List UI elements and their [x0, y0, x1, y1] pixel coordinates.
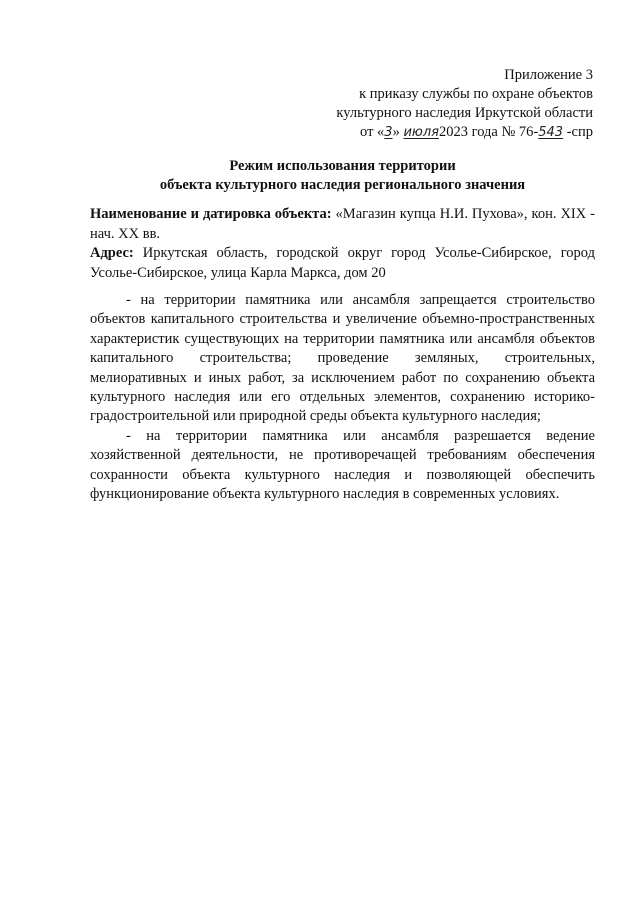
- handwritten-order-number: 543: [538, 125, 564, 140]
- document-title: [90, 157, 595, 195]
- order-suffix: -спр: [566, 124, 593, 140]
- appendix-authority: культурного наследия Иркутской области: [336, 105, 593, 121]
- regime-paragraph-prohibited: - на территории памятника или ансамбля запрещается строительство объектов капитального строительства и увеличение объемно-пространственных характеристик существующих на территории памятника или ансамбля объектов капитального строительства; проведение земляных, строительных, мелиоративных и иных работ, за исключением работ по сохранению объекта культурного наследия или его отдельных элементов, сохранению историко-градостроительной или природной среды объекта культурного наследия;: [90, 292, 595, 425]
- date-quote-close: »: [392, 124, 400, 140]
- appendix-order-ref: к приказу службы по охране объектов: [359, 86, 593, 102]
- object-name-label: Наименование и датировка объекта:: [90, 206, 332, 222]
- regime-paragraph-permitted: - на территории памятника или ансамбля разрешается ведение хозяйственной деятельности, не противоречащей требованиям обеспечения сохранности объекта культурного наследия и позволяющей обеспечить функционирование объекта культурного наследия в современных условиях.: [90, 427, 595, 503]
- appendix-header: [336, 66, 593, 142]
- handwritten-month: июля: [403, 125, 439, 140]
- regime-body: [90, 291, 595, 504]
- title-line-2: объекта культурного наследия регионального значения: [159, 177, 526, 193]
- object-address-value: Иркутская область, городской округ город Усолье-Сибирское, город Усолье-Сибирское, улица Карла Маркса, дом 20: [90, 245, 596, 281]
- title-line-1: Режим использования территории: [229, 158, 456, 174]
- date-year-text: 2023 года № 76-: [438, 124, 539, 140]
- object-name-value: «Магазин купца Н.И. Пухова», кон. XIX - нач. XX вв.: [90, 206, 596, 242]
- object-name: [90, 205, 595, 244]
- object-address-label: Адрес:: [90, 245, 134, 261]
- appendix-date-line: [336, 123, 593, 142]
- object-address: [90, 244, 595, 283]
- date-prefix: от «: [360, 124, 385, 140]
- handwritten-day: 3: [384, 125, 393, 140]
- object-meta: [90, 205, 595, 283]
- appendix-number: Приложение 3: [504, 67, 593, 83]
